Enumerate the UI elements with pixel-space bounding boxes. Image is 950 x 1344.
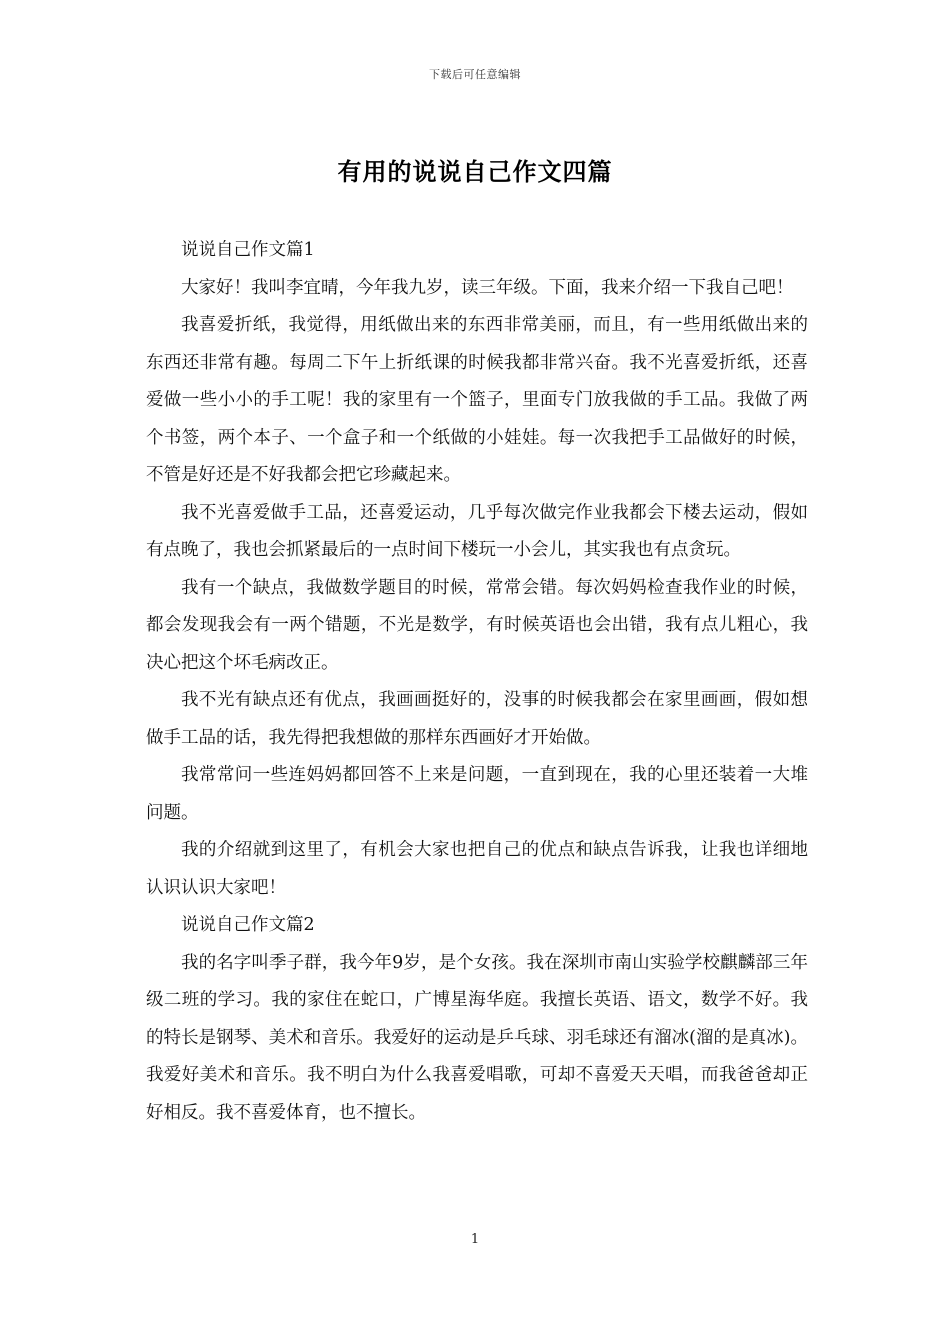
section-heading-2: 说说自己作文篇2 [181,915,315,935]
paragraph: 我的介绍就到这里了，有机会大家也把自己的优点和缺点告诉我，让我也详细地认识认识大家吧！ [146,840,808,898]
page-number: 1 [470,1232,480,1247]
document-body [146,232,808,1132]
paragraph: 我喜爱折纸，我觉得，用纸做出来的东西非常美丽，而且，有一些用纸做出来的东西还非常有趣。每周二下午上折纸课的时候我都非常兴奋。我不光喜爱折纸，还喜爱做一些小小的手工呢！我的家里有一个篮子，里面专门放我做的手工品。我做了两个书签，两个本子、一个盒子和一个纸做的小娃娃。每一次我把手工品做好的时候，不管是好还是不好我都会把它珍藏起来。 [146,315,808,485]
section-heading-1: 说说自己作文篇1 [181,240,315,260]
paragraph: 我不光喜爱做手工品，还喜爱运动，几乎每次做完作业我都会下楼去运动，假如有点晚了，我也会抓紧最后的一点时间下楼玩一小会儿，其实我也有点贪玩。 [146,502,808,560]
paragraph: 我的名字叫季子群，我今年9岁，是个女孩。我在深圳市南山实验学校麒麟部三年级二班的学习。我的家住在蛇口，广博星海华庭。我擅长英语、语文，数学不好。我的特长是钢琴、美术和音乐。我爱好的运动是乒乓球、羽毛球还有溜冰(溜的是真冰)。我爱好美术和音乐。我不明白为什么我喜爱唱歌，可却不喜爱天天唱，而我爸爸却正好相反。我不喜爱体育，也不擅长。 [146,952,808,1123]
paragraph: 我常常问一些连妈妈都回答不上来是问题，一直到现在，我的心里还装着一大堆问题。 [146,765,808,823]
paragraph: 我有一个缺点，我做数学题目的时候，常常会错。每次妈妈检查我作业的时候，都会发现我会有一两个错题，不光是数学，有时候英语也会出错，我有点儿粗心，我决心把这个坏毛病改正。 [146,577,808,673]
paragraph: 我不光有缺点还有优点，我画画挺好的，没事的时候我都会在家里画画，假如想做手工品的话，我先得把我想做的那样东西画好才开始做。 [146,690,808,748]
document-title: 有用的说说自己作文四篇 [337,157,613,186]
paragraph: 大家好！我叫李宜晴，今年我九岁，读三年级。下面，我来介绍一下我自己吧！ [181,277,794,298]
header-note: 下载后可任意编辑 [429,68,521,81]
